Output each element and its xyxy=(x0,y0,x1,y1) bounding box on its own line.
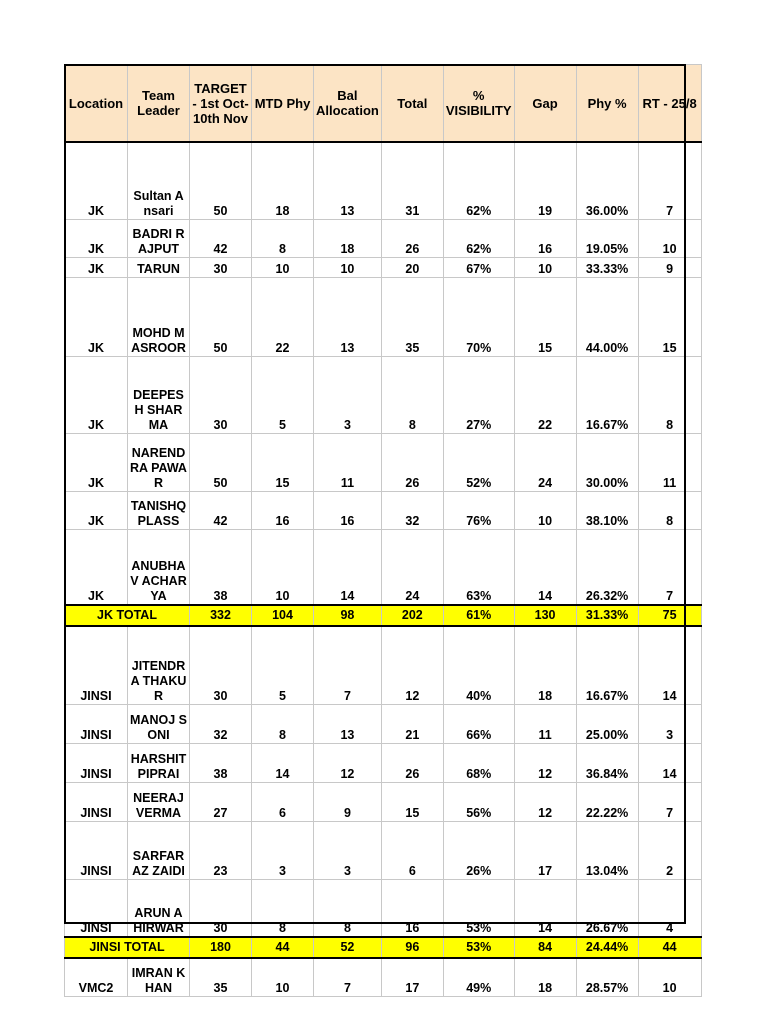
cell-bal-allocation: 11 xyxy=(314,433,382,491)
cell-team-leader: Sultan Ansari xyxy=(128,142,190,219)
cell-visibility: 56% xyxy=(443,782,514,821)
cell-mtd-phy: 8 xyxy=(252,704,314,743)
cell-total: 8 xyxy=(381,356,443,433)
header-location: Location xyxy=(65,65,128,143)
cell-gap: 16 xyxy=(514,219,576,257)
table-row xyxy=(65,879,702,937)
cell-visibility: 49% xyxy=(443,958,514,996)
cell-gap: 84 xyxy=(514,937,576,958)
cell-location: JINSI xyxy=(65,626,128,704)
cell-target: 30 xyxy=(190,356,252,433)
cell-gap: 18 xyxy=(514,626,576,704)
header-target: TARGET - 1st Oct-10th Nov xyxy=(190,65,252,143)
cell-bal-allocation: 98 xyxy=(314,605,382,626)
cell-visibility: 62% xyxy=(443,219,514,257)
cell-rt: 44 xyxy=(638,937,701,958)
cell-rt: 2 xyxy=(638,821,701,879)
cell-mtd-phy: 8 xyxy=(252,879,314,937)
cell-location: JK xyxy=(65,142,128,219)
cell-bal-allocation: 16 xyxy=(314,491,382,529)
cell-bal-allocation: 7 xyxy=(314,626,382,704)
total-row xyxy=(65,605,702,626)
cell-phy-percent: 44.00% xyxy=(576,277,638,356)
cell-rt: 9 xyxy=(638,257,701,277)
table-row xyxy=(65,356,702,433)
cell-target: 38 xyxy=(190,529,252,605)
cell-gap: 12 xyxy=(514,743,576,782)
cell-location: JINSI xyxy=(65,743,128,782)
cell-target: 332 xyxy=(190,605,252,626)
cell-team-leader: DEEPESH SHARMA xyxy=(128,356,190,433)
cell-phy-percent: 36.84% xyxy=(576,743,638,782)
cell-target: 50 xyxy=(190,277,252,356)
cell-team-leader: SARFARAZ ZAIDI xyxy=(128,821,190,879)
cell-phy-percent: 33.33% xyxy=(576,257,638,277)
cell-phy-percent: 38.10% xyxy=(576,491,638,529)
total-label-cell: JK TOTAL xyxy=(65,605,190,626)
cell-bal-allocation: 18 xyxy=(314,219,382,257)
cell-visibility: 61% xyxy=(443,605,514,626)
cell-location: JK xyxy=(65,257,128,277)
cell-phy-percent: 19.05% xyxy=(576,219,638,257)
header-phy-percent: Phy % xyxy=(576,65,638,143)
cell-target: 30 xyxy=(190,879,252,937)
cell-location: VMC2 xyxy=(65,958,128,996)
table-row xyxy=(65,219,702,257)
cell-bal-allocation: 14 xyxy=(314,529,382,605)
cell-mtd-phy: 6 xyxy=(252,782,314,821)
cell-mtd-phy: 22 xyxy=(252,277,314,356)
cell-rt: 8 xyxy=(638,356,701,433)
cell-gap: 19 xyxy=(514,142,576,219)
cell-total: 24 xyxy=(381,529,443,605)
cell-gap: 24 xyxy=(514,433,576,491)
cell-rt: 3 xyxy=(638,704,701,743)
cell-team-leader: TARUN xyxy=(128,257,190,277)
cell-location: JK xyxy=(65,356,128,433)
cell-visibility: 62% xyxy=(443,142,514,219)
cell-total: 35 xyxy=(381,277,443,356)
cell-team-leader: MANOJ SONI xyxy=(128,704,190,743)
cell-mtd-phy: 44 xyxy=(252,937,314,958)
cell-total: 20 xyxy=(381,257,443,277)
cell-team-leader: TANISHQ PLASS xyxy=(128,491,190,529)
cell-rt: 7 xyxy=(638,782,701,821)
cell-visibility: 53% xyxy=(443,879,514,937)
cell-total: 26 xyxy=(381,433,443,491)
header-gap: Gap xyxy=(514,65,576,143)
cell-rt: 10 xyxy=(638,958,701,996)
cell-phy-percent: 28.57% xyxy=(576,958,638,996)
cell-phy-percent: 31.33% xyxy=(576,605,638,626)
cell-mtd-phy: 5 xyxy=(252,356,314,433)
cell-mtd-phy: 10 xyxy=(252,257,314,277)
cell-visibility: 67% xyxy=(443,257,514,277)
cell-rt: 8 xyxy=(638,491,701,529)
table-body xyxy=(65,142,702,996)
cell-gap: 14 xyxy=(514,879,576,937)
cell-phy-percent: 36.00% xyxy=(576,142,638,219)
cell-target: 50 xyxy=(190,142,252,219)
cell-location: JINSI xyxy=(65,879,128,937)
cell-target: 42 xyxy=(190,491,252,529)
cell-location: JK xyxy=(65,277,128,356)
cell-team-leader: ARUN AHIRWAR xyxy=(128,879,190,937)
cell-target: 30 xyxy=(190,257,252,277)
cell-team-leader: MOHD MASROOR xyxy=(128,277,190,356)
cell-team-leader: NARENDRA PAWAR xyxy=(128,433,190,491)
cell-target: 35 xyxy=(190,958,252,996)
cell-mtd-phy: 18 xyxy=(252,142,314,219)
cell-gap: 10 xyxy=(514,257,576,277)
cell-target: 50 xyxy=(190,433,252,491)
table-row xyxy=(65,257,702,277)
cell-rt: 14 xyxy=(638,626,701,704)
cell-visibility: 76% xyxy=(443,491,514,529)
cell-phy-percent: 26.32% xyxy=(576,529,638,605)
cell-phy-percent: 16.67% xyxy=(576,626,638,704)
cell-team-leader: JITENDRA THAKUR xyxy=(128,626,190,704)
cell-visibility: 63% xyxy=(443,529,514,605)
table-row xyxy=(65,821,702,879)
cell-team-leader: ANUBHAV ACHARYA xyxy=(128,529,190,605)
cell-bal-allocation: 13 xyxy=(314,704,382,743)
cell-total: 96 xyxy=(381,937,443,958)
table-row xyxy=(65,704,702,743)
cell-target: 27 xyxy=(190,782,252,821)
cell-target: 30 xyxy=(190,626,252,704)
cell-bal-allocation: 7 xyxy=(314,958,382,996)
header-mtd-phy: MTD Phy xyxy=(252,65,314,143)
cell-total: 26 xyxy=(381,219,443,257)
cell-visibility: 68% xyxy=(443,743,514,782)
table-row xyxy=(65,277,702,356)
cell-visibility: 66% xyxy=(443,704,514,743)
cell-rt: 7 xyxy=(638,142,701,219)
cell-location: JINSI xyxy=(65,704,128,743)
cell-bal-allocation: 52 xyxy=(314,937,382,958)
total-label-cell: JINSI TOTAL xyxy=(65,937,190,958)
cell-visibility: 70% xyxy=(443,277,514,356)
header-rt: RT - 25/8 xyxy=(638,65,701,143)
cell-location: JK xyxy=(65,219,128,257)
cell-gap: 18 xyxy=(514,958,576,996)
cell-team-leader: IMRAN KHAN xyxy=(128,958,190,996)
cell-total: 202 xyxy=(381,605,443,626)
table-row xyxy=(65,626,702,704)
cell-visibility: 53% xyxy=(443,937,514,958)
cell-target: 180 xyxy=(190,937,252,958)
team-visibility-table xyxy=(64,64,702,997)
table-row xyxy=(65,142,702,219)
header-visibility: % VISIBILITY xyxy=(443,65,514,143)
cell-gap: 10 xyxy=(514,491,576,529)
cell-visibility: 52% xyxy=(443,433,514,491)
cell-mtd-phy: 14 xyxy=(252,743,314,782)
cell-total: 21 xyxy=(381,704,443,743)
cell-location: JK xyxy=(65,491,128,529)
cell-rt: 4 xyxy=(638,879,701,937)
cell-total: 16 xyxy=(381,879,443,937)
table-row xyxy=(65,529,702,605)
table-row xyxy=(65,958,702,996)
cell-mtd-phy: 15 xyxy=(252,433,314,491)
cell-target: 38 xyxy=(190,743,252,782)
total-row xyxy=(65,937,702,958)
cell-mtd-phy: 10 xyxy=(252,958,314,996)
cell-total: 17 xyxy=(381,958,443,996)
cell-gap: 22 xyxy=(514,356,576,433)
cell-gap: 15 xyxy=(514,277,576,356)
cell-mtd-phy: 8 xyxy=(252,219,314,257)
cell-phy-percent: 24.44% xyxy=(576,937,638,958)
cell-total: 6 xyxy=(381,821,443,879)
cell-gap: 130 xyxy=(514,605,576,626)
cell-bal-allocation: 9 xyxy=(314,782,382,821)
header-team-leader: Team Leader xyxy=(128,65,190,143)
cell-total: 32 xyxy=(381,491,443,529)
cell-gap: 17 xyxy=(514,821,576,879)
cell-phy-percent: 16.67% xyxy=(576,356,638,433)
cell-visibility: 26% xyxy=(443,821,514,879)
cell-total: 26 xyxy=(381,743,443,782)
cell-team-leader: BADRI RAJPUT xyxy=(128,219,190,257)
cell-gap: 14 xyxy=(514,529,576,605)
cell-mtd-phy: 104 xyxy=(252,605,314,626)
cell-visibility: 27% xyxy=(443,356,514,433)
cell-total: 12 xyxy=(381,626,443,704)
cell-total: 15 xyxy=(381,782,443,821)
cell-mtd-phy: 16 xyxy=(252,491,314,529)
cell-location: JK xyxy=(65,433,128,491)
cell-phy-percent: 30.00% xyxy=(576,433,638,491)
cell-bal-allocation: 8 xyxy=(314,879,382,937)
cell-mtd-phy: 5 xyxy=(252,626,314,704)
cell-rt: 11 xyxy=(638,433,701,491)
table-row xyxy=(65,782,702,821)
cell-rt: 15 xyxy=(638,277,701,356)
cell-bal-allocation: 13 xyxy=(314,277,382,356)
table-row xyxy=(65,433,702,491)
cell-phy-percent: 22.22% xyxy=(576,782,638,821)
cell-bal-allocation: 3 xyxy=(314,821,382,879)
cell-location: JINSI xyxy=(65,782,128,821)
cell-rt: 10 xyxy=(638,219,701,257)
cell-rt: 7 xyxy=(638,529,701,605)
cell-bal-allocation: 12 xyxy=(314,743,382,782)
cell-phy-percent: 13.04% xyxy=(576,821,638,879)
cell-target: 42 xyxy=(190,219,252,257)
table-row xyxy=(65,491,702,529)
cell-phy-percent: 26.67% xyxy=(576,879,638,937)
cell-team-leader: HARSHIT PIPRAI xyxy=(128,743,190,782)
cell-gap: 12 xyxy=(514,782,576,821)
cell-target: 23 xyxy=(190,821,252,879)
cell-rt: 14 xyxy=(638,743,701,782)
cell-bal-allocation: 3 xyxy=(314,356,382,433)
header-row xyxy=(65,65,702,143)
cell-location: JINSI xyxy=(65,821,128,879)
cell-gap: 11 xyxy=(514,704,576,743)
cell-visibility: 40% xyxy=(443,626,514,704)
header-bal-allocation: Bal Allocation xyxy=(314,65,382,143)
cell-mtd-phy: 10 xyxy=(252,529,314,605)
cell-mtd-phy: 3 xyxy=(252,821,314,879)
cell-phy-percent: 25.00% xyxy=(576,704,638,743)
cell-bal-allocation: 10 xyxy=(314,257,382,277)
cell-bal-allocation: 13 xyxy=(314,142,382,219)
cell-location: JK xyxy=(65,529,128,605)
cell-rt: 75 xyxy=(638,605,701,626)
table-row xyxy=(65,743,702,782)
cell-team-leader: NEERAJ VERMA xyxy=(128,782,190,821)
cell-target: 32 xyxy=(190,704,252,743)
header-total: Total xyxy=(381,65,443,143)
cell-total: 31 xyxy=(381,142,443,219)
